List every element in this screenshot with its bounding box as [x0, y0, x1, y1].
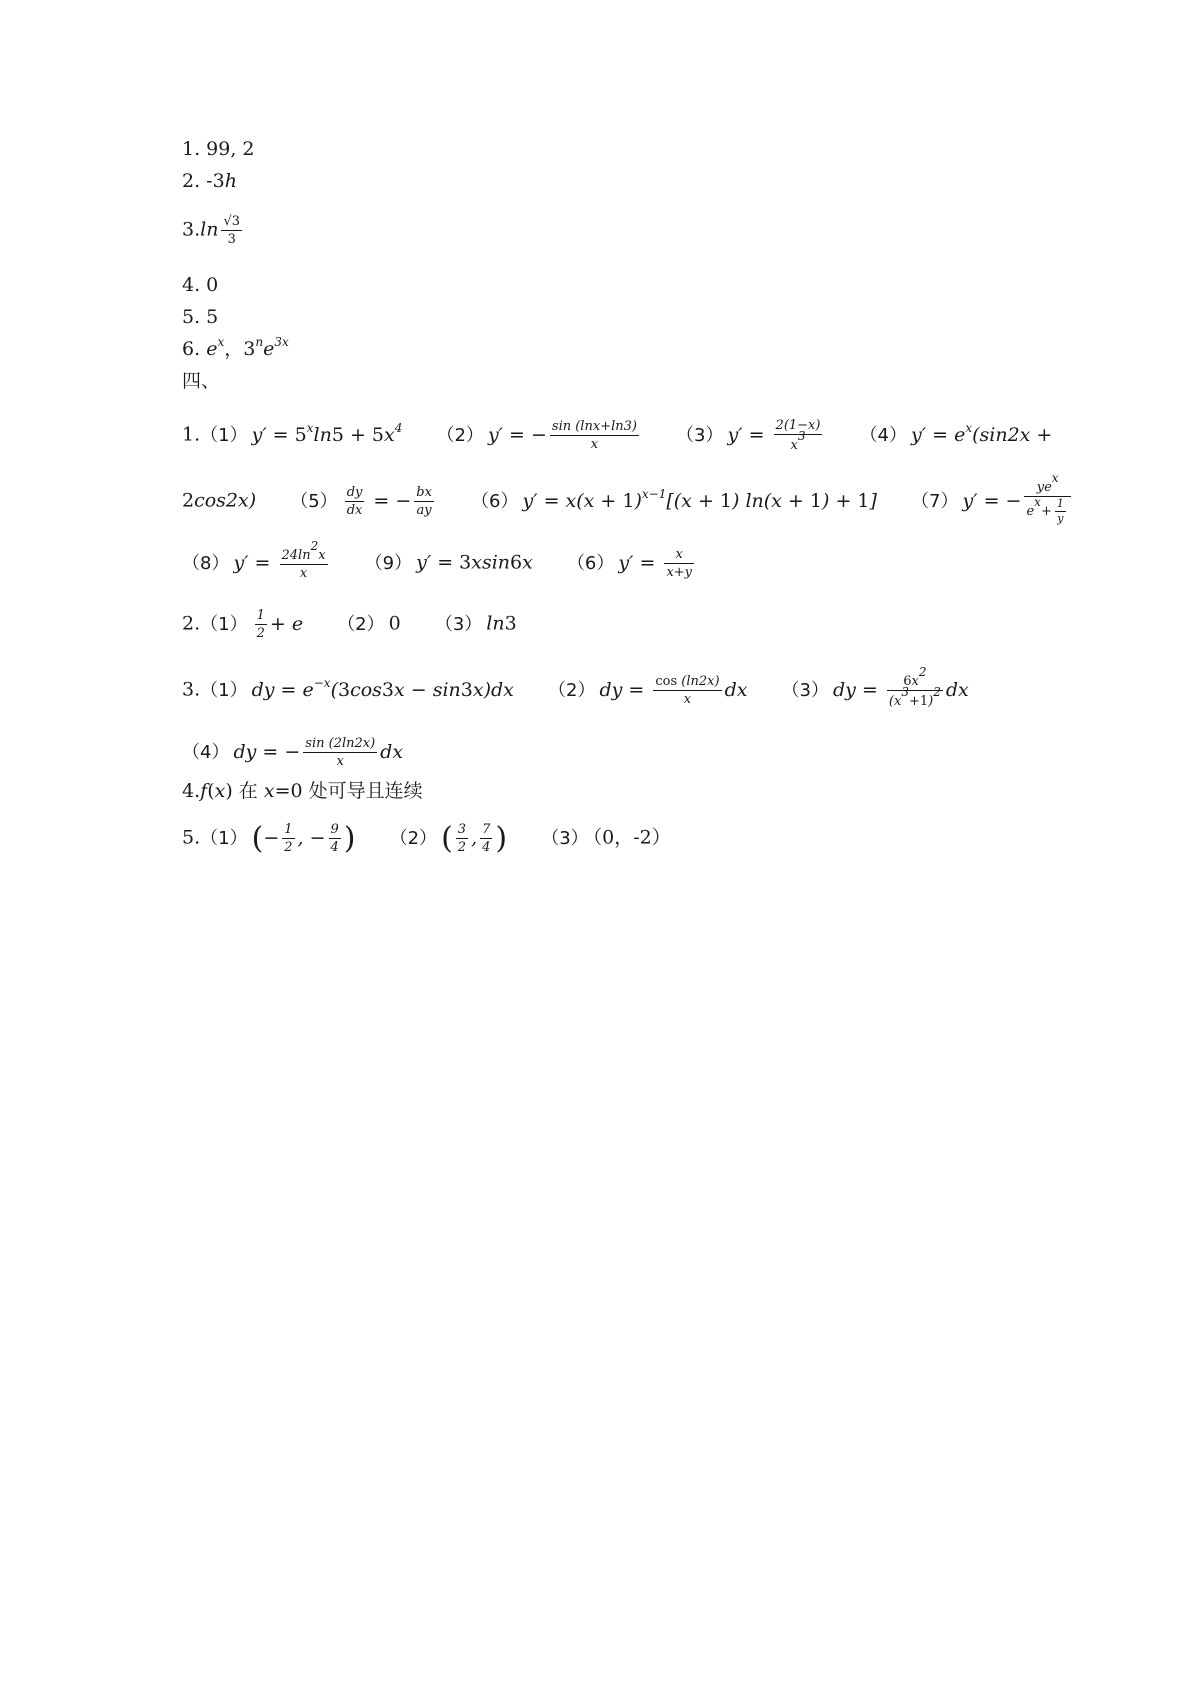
q1-part-10-label: （6）	[566, 552, 615, 574]
section-four-label: 四、	[182, 370, 221, 392]
q3-row-1	[182, 665, 969, 709]
q2-label: 2.	[182, 612, 201, 635]
answer-2-variable: h	[224, 170, 237, 192]
q4-equals-zero: =0	[274, 780, 303, 802]
q3-part-4-label: （4）	[182, 741, 230, 763]
q1-part-9-label: （9）	[364, 552, 413, 574]
q2-part-1-formula: $\frac{1}{2}$ + e	[256, 608, 304, 641]
answer-line-6	[182, 336, 289, 362]
answer-3-ln: ln	[200, 218, 219, 241]
q1-part-3-label: （3）	[676, 424, 724, 446]
q3-part-1-label: （1）	[200, 679, 248, 701]
q2-part-1-label: （1）	[200, 613, 248, 635]
answer-line-5	[182, 304, 218, 330]
q5-part-2-label: （2）	[389, 827, 438, 849]
q3-row-2	[182, 736, 403, 769]
q4-text-tail: 处可导且连续	[302, 780, 423, 802]
q5-part-1-point: (− $\frac{1}{2}$ , − $\frac{9}{4}$ )	[251, 820, 356, 856]
q1-part-1-formula: $y' = 5^x\ln 5 + 5x^4$	[251, 420, 403, 446]
q1-part-5-formula: $\frac{dy}{dx}$ = − $\frac{bx}{ay}$	[346, 485, 432, 518]
q4-variable-2: x	[263, 780, 275, 802]
q1-row-3	[182, 539, 697, 581]
q5-row	[182, 822, 671, 855]
q1-part-1-label: （1）	[200, 424, 248, 446]
answer-5-text: 5. 5	[182, 306, 219, 328]
fraction-denominator: 3	[227, 232, 236, 247]
q1-part-6-formula: $y' = x(x + 1)^{x-1}[(x + 1)$ ln(x + 1) + 1]	[522, 486, 877, 512]
q1-part-7-formula: y′ = − $ye^x$ $e^x+$ $\frac{1}{y}$	[962, 490, 1073, 512]
q2-row	[182, 608, 517, 641]
q1-part-4-formula: $y' = e^x(\sin 2x$ +	[911, 420, 1053, 446]
q5-part-2-point: ( $\frac{3}{2}$ , $\frac{7}{4}$ )	[441, 820, 508, 856]
q2-part-3-value: 3	[504, 612, 517, 635]
q2-part-2-value: 0	[388, 612, 401, 635]
q5-label: 5.	[182, 826, 201, 849]
answer-3-fraction	[221, 214, 242, 247]
q1-part-9-formula: y′ = 3xsin6x	[416, 551, 533, 574]
q2-part-2-label: （2）	[337, 613, 385, 635]
q4-function: f	[200, 780, 208, 802]
q3-label: 3.	[182, 678, 201, 701]
q5-part-1-label: （1）	[200, 827, 248, 849]
q1-part-2-formula: y′ = − $\frac{\sin (\ln x+\ln 3)}{x}$	[487, 419, 637, 452]
q3-part-3-label: （3）	[781, 679, 829, 701]
q1-row-1	[182, 418, 1052, 453]
q3-part-4-formula: dy = − $\frac{\sin (2\ln 2x)}{x}$ dx	[233, 736, 404, 769]
q4-label: 4.	[182, 780, 201, 802]
q1-part-5-label: （5）	[290, 490, 338, 512]
q1-part-3-formula: y′ = $\frac{2(1-x)}{x^3}$	[727, 418, 821, 453]
q2-part-3-ln: ln	[486, 612, 505, 635]
q4-text-mid: 在	[232, 780, 264, 802]
answer-1-text: 1. 99, 2	[182, 138, 255, 160]
q3-part-3-formula: dy = $\frac{6x^2}{(x^3+1)^2}$ dx	[833, 665, 969, 709]
answer-6-label: 6.	[182, 338, 201, 360]
answer-6-formula: $e^x$，$3^ne^{3x}$	[206, 335, 289, 360]
q1-row-2	[182, 471, 1074, 525]
q1-part-8-formula: y′ = $\frac{24\ln^2x}{x}$	[233, 539, 326, 581]
q5-part-3-label: （3）	[541, 827, 589, 849]
answer-line-3	[182, 214, 245, 247]
q3-part-1-formula: dy = $e^{-x}(3\cos 3x - \sin 3x)dx$	[251, 675, 514, 701]
q1-part-10-formula: y′ = $\frac{x}{x+y}$	[618, 547, 693, 580]
answer-line-1	[182, 136, 255, 162]
q3-part-2-label: （2）	[548, 679, 596, 701]
q1-part-2-label: （2）	[436, 424, 484, 446]
q4-variable: x	[214, 780, 226, 802]
q2-part-3-label: （3）	[434, 613, 483, 635]
q4-row: 4.f(x) 在 x=0 处可导且连续	[182, 780, 423, 802]
fraction-numerator: √3	[223, 214, 241, 229]
q1-part-4-label: （4）	[859, 424, 908, 446]
q5-part-3-point: （0，-2）	[592, 826, 671, 849]
answer-2-number: 2. -3	[182, 170, 225, 192]
q1-part-7-label: （7）	[911, 490, 959, 512]
q3-part-2-formula: dy = $\frac{\cos (\ln 2x)}{x}$ dx	[599, 674, 748, 707]
answer-line-2	[182, 168, 237, 194]
answer-3-label: 3.	[182, 218, 201, 241]
q1-label: 1.	[182, 423, 201, 446]
section-heading	[182, 368, 220, 394]
q1-part-4-continued: 2cos2x)	[182, 489, 257, 512]
q1-part-8-label: （8）	[182, 552, 230, 574]
answer-4-text: 4. 0	[182, 274, 219, 296]
answer-line-4	[182, 272, 218, 298]
q1-part-6-label: （6）	[471, 490, 519, 512]
